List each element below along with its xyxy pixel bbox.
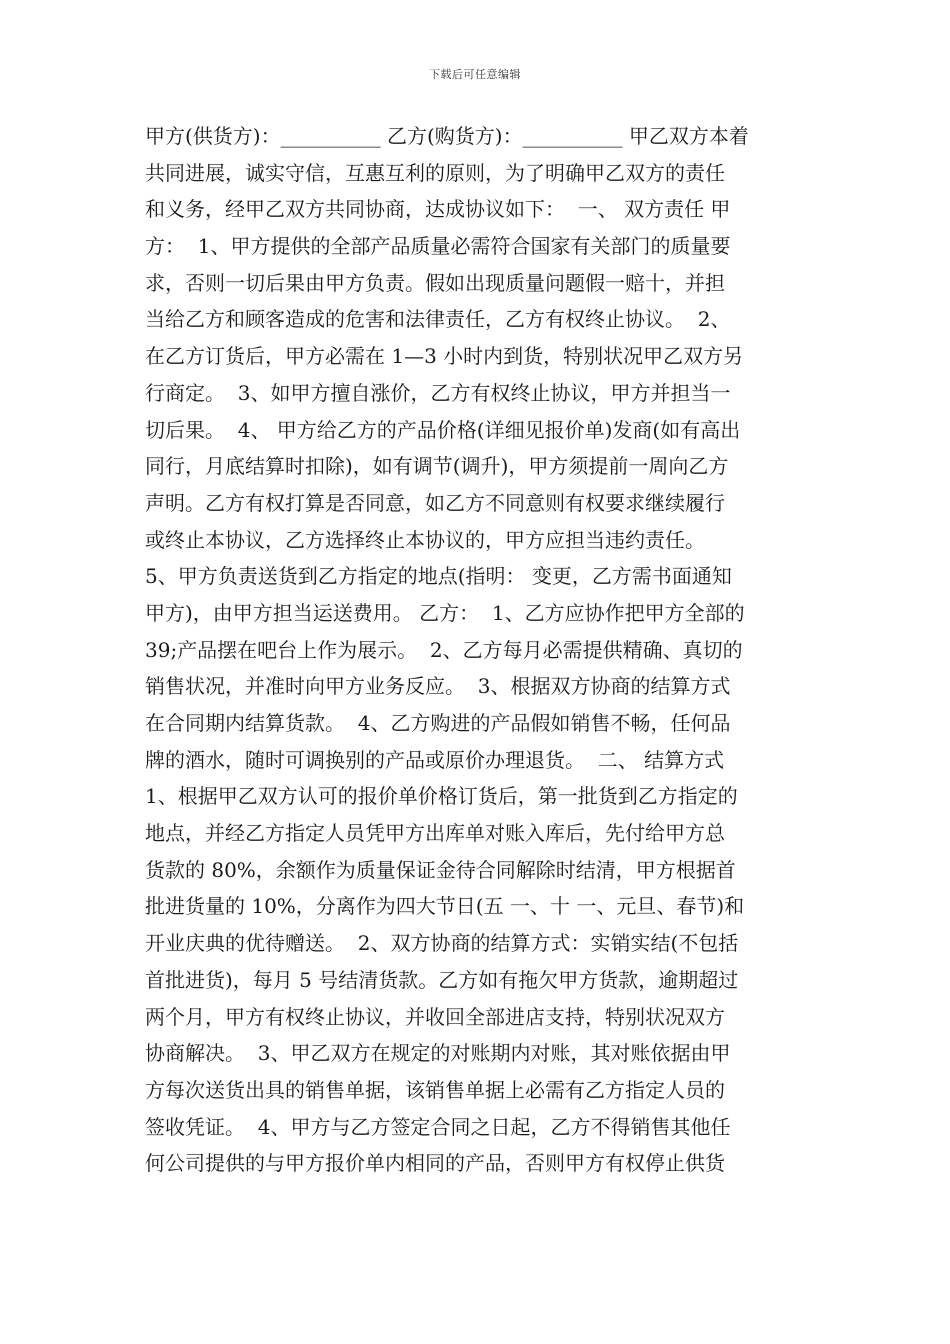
text-line: 同行，月底结算时扣除)，如有调节(调升)，甲方须提前一周向乙方: [145, 454, 729, 479]
page-header: 下载后可任意编辑: [429, 68, 521, 81]
text-line: 求，否则一切后果由甲方负责。假如出现质量问题假一赔十，并担: [145, 270, 725, 295]
text-line: 在乙方订货后，甲方必需在 1—3 小时内到货，特别状况甲乙双方另: [145, 344, 744, 369]
text-line: 地点，并经乙方指定人员凭甲方出库单对账入库后，先付给甲方总: [145, 821, 725, 846]
text-line: 签收凭证。 4、甲方与乙方签定合同之日起，乙方不得销售其他任: [145, 1114, 731, 1139]
text-line: 牌的酒水，随时可调换别的产品或原价办理退货。 二、 结算方式: [145, 747, 725, 772]
text-line: 甲方(供货方)：__________ 乙方(购货方)：__________ 甲乙双方本着: [145, 124, 749, 148]
text-line: 货款的 80%，余额作为质量保证金待合同解除时结清，甲方根据首: [145, 857, 736, 882]
text-line: 协商解决。 3、甲乙双方在规定的对账期内对账，其对账依据由甲: [145, 1041, 731, 1066]
text-line: 共同进展，诚实守信，互惠互利的原则，为了明确甲乙双方的责任: [145, 160, 725, 185]
text-line: 在合同期内结算货款。 4、乙方购进的产品假如销售不畅，任何品: [145, 711, 731, 735]
text-line: 方： 1、甲方提供的全部产品质量必需符合国家有关部门的质量要: [145, 234, 731, 259]
text-line: 何公司提供的与甲方报价单内相同的产品，否则甲方有权停止供货: [145, 1151, 725, 1176]
text-line: 当给乙方和顾客造成的危害和法律责任，乙方有权终止协议。 2、: [145, 307, 731, 332]
text-line: 批进货量的 10%，分离作为四大节日(五 一、十 一、元旦、春节)和: [145, 894, 745, 919]
text-line: 方每次送货出具的销售单据，该销售单据上必需有乙方指定人员的: [145, 1077, 725, 1102]
contract-body: [145, 118, 807, 1182]
text-line: 甲方)，由甲方担当运送费用。 乙方： 1、乙方应协作把甲方全部的: [145, 600, 745, 625]
text-line: 声明。乙方有权打算是否同意，如乙方不同意则有权要求继续履行: [145, 490, 725, 515]
text-line: 和义务，经甲乙双方共同协商，达成协议如下： 一、 双方责任 甲: [145, 197, 731, 222]
text-line: 5、甲方负责送货到乙方指定的地点(指明： 变更，乙方需书面通知: [145, 564, 732, 589]
text-line: 1、根据甲乙双方认可的报价单价格订货后，第一批货到乙方指定的: [145, 784, 738, 809]
text-line: 或终止本协议，乙方选择终止本协议的，甲方应担当违约责任。: [145, 527, 705, 552]
text-line: 开业庆典的优待赠送。 2、双方协商的结算方式：实销实结(不包括: [145, 931, 739, 956]
text-line: 首批进货)，每月 5 号结清货款。乙方如有拖欠甲方货款，逾期超过: [145, 967, 739, 992]
text-line: 39;产品摆在吧台上作为展示。 2、乙方每月必需提供精确、真切的: [145, 637, 743, 662]
text-line: 行商定。 3、如甲方擅自涨价，乙方有权终止协议，甲方并担当一: [145, 380, 731, 405]
text-line: 销售状况，并准时向甲方业务反应。 3、根据双方协商的结算方式: [145, 674, 731, 699]
text-line: 两个月，甲方有权终止协议，并收回全部进店支持，特别状况双方: [145, 1004, 725, 1029]
text-line: 切后果。 4、 甲方给乙方的产品价格(详细见报价单)发商(如有高出: [145, 417, 741, 442]
